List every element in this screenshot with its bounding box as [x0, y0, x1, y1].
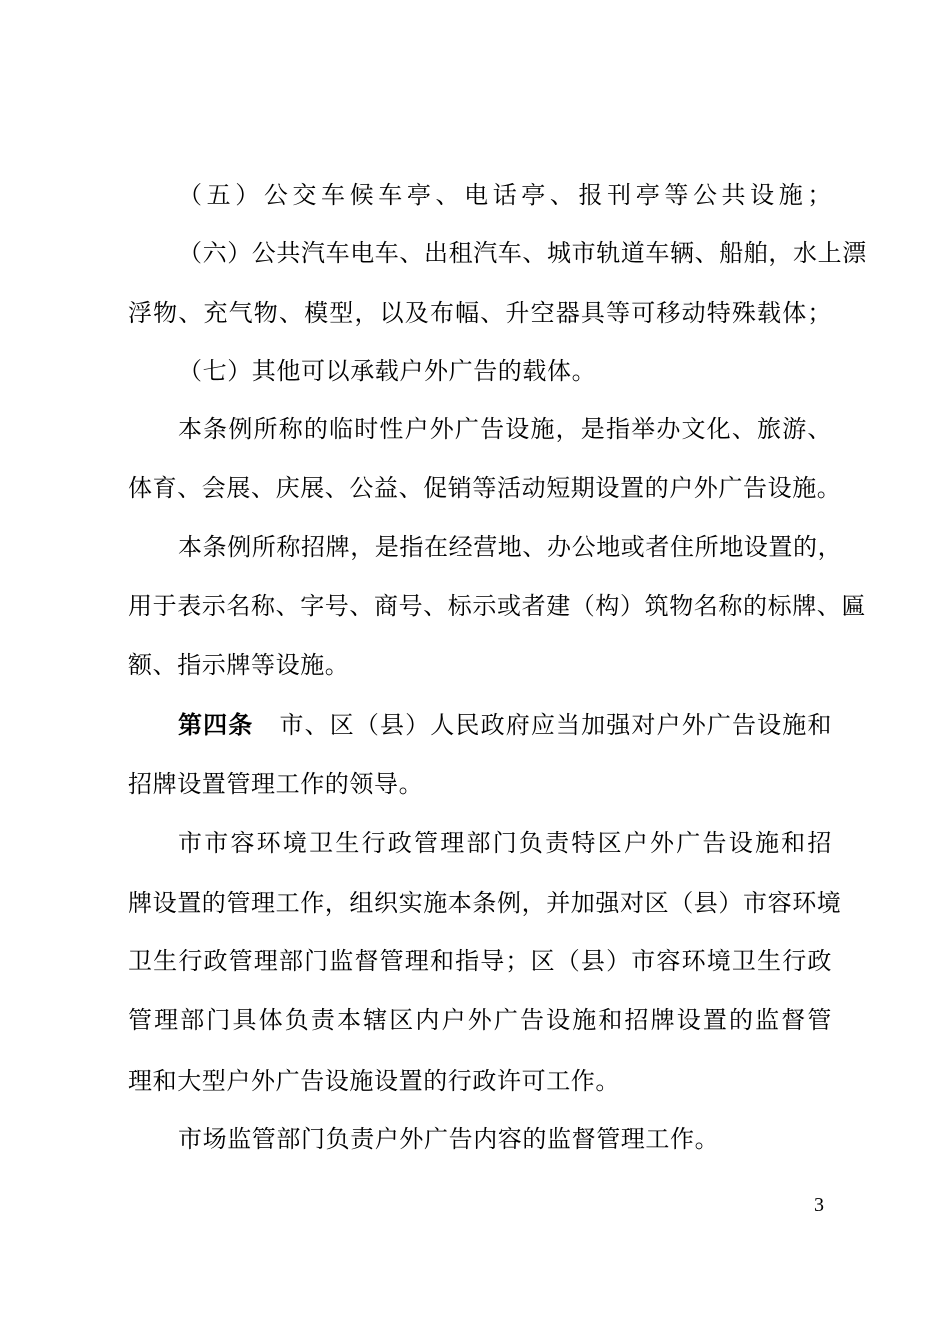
page-number: 3 — [814, 1194, 824, 1216]
article-number: 第四条 — [178, 711, 254, 739]
text-line: 本条例所称的临时性户外广告设施，是指举办文化、旅游、 — [178, 415, 832, 443]
text-line: （五）公交车候车亭、电话亭、报刊亭等公共设施； — [178, 181, 832, 209]
text-line: 市、区（县）人民政府应当加强对户外广告设施和 — [279, 711, 832, 739]
text-line: 市市容环境卫生行政管理部门负责特区户外广告设施和招 — [178, 829, 832, 857]
text-line: 卫生行政管理部门监督管理和指导；区（县）市容环境卫生行政 — [128, 947, 832, 975]
text-line: 浮物、充气物、模型，以及布幅、升空器具等可移动特殊载体； — [128, 299, 832, 327]
text-line: 市场监管部门负责户外广告内容的监督管理工作。 — [178, 1125, 720, 1153]
text-line: 额、指示牌等设施。 — [128, 651, 350, 679]
text-line: 体育、会展、庆展、公益、促销等活动短期设置的户外广告设施。 — [128, 474, 842, 502]
text-line: 牌设置的管理工作，组织实施本条例，并加强对区（县）市容环境 — [128, 889, 842, 917]
text-line: 本条例所称招牌，是指在经营地、办公地或者住所地设置的， — [178, 533, 843, 561]
text-line: 用于表示名称、字号、商号、标示或者建（构）筑物名称的标牌、匾 — [128, 592, 866, 620]
text-line: （七）其他可以承载户外广告的载体。 — [178, 357, 597, 385]
text-line: 理和大型户外广告设施设置的行政许可工作。 — [128, 1067, 620, 1095]
text-line: （六）公共汽车电车、出租汽车、城市轨道车辆、船舶，水上漂 — [178, 239, 867, 267]
text-line: 管理部门具体负责本辖区内户外广告设施和招牌设置的监督管 — [128, 1006, 832, 1034]
text-line: 招牌设置管理工作的领导。 — [128, 770, 424, 798]
article-four-line — [178, 710, 832, 740]
